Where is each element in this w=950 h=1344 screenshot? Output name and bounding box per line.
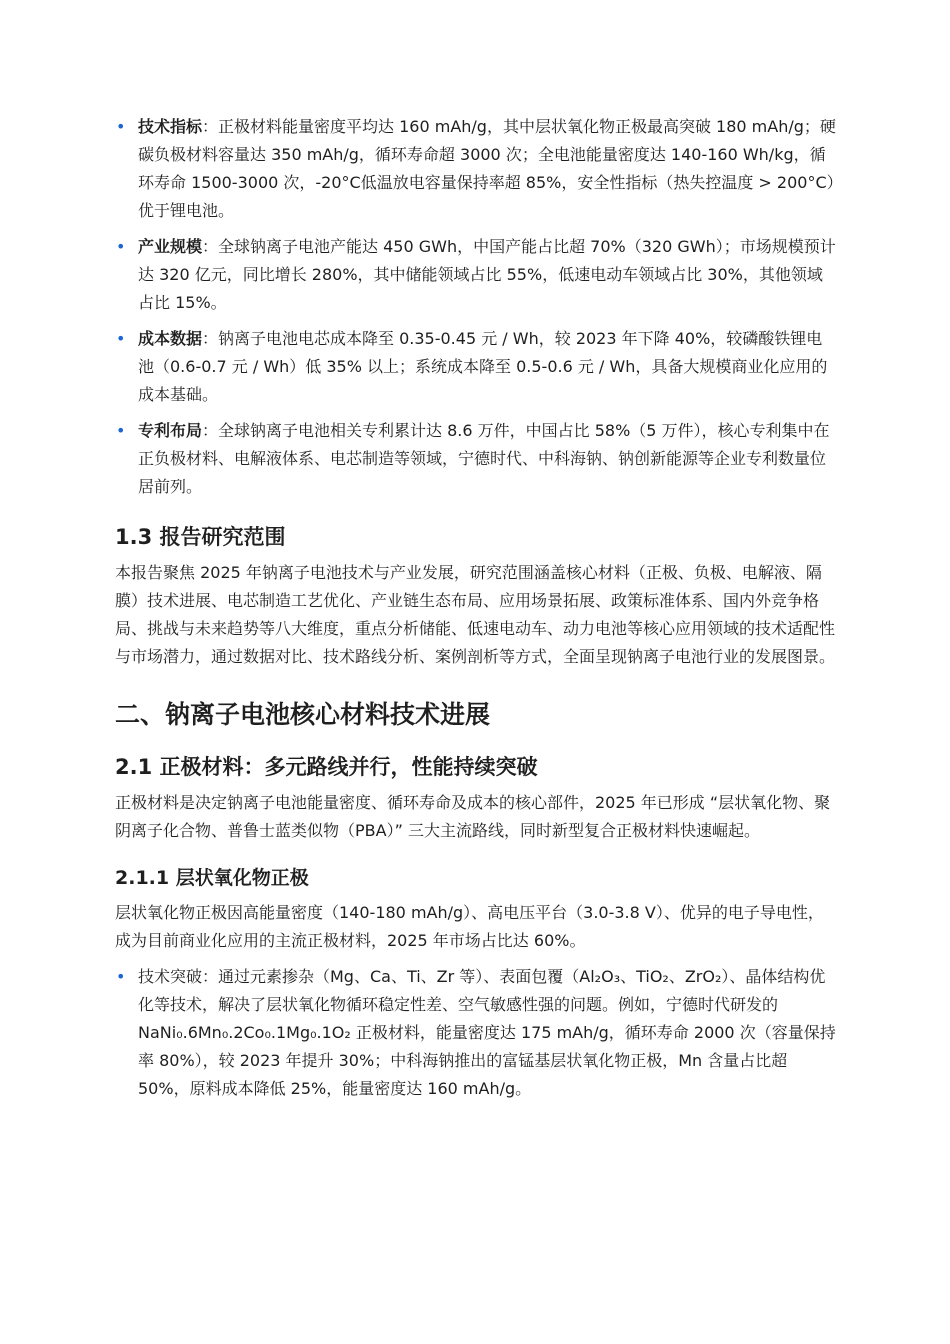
- section-heading-2-1: 2.1 正极材料：多元路线并行，性能持续突破: [115, 755, 538, 779]
- bullet-icon: •: [116, 329, 126, 348]
- list-item: [115, 417, 837, 501]
- list-item: [115, 963, 837, 1103]
- section-1-3-paragraph: 本报告聚焦 2025 年钠离子电池技术与产业发展，研究范围涵盖核心材料（正极、负极、电解液、隔膜）技术进展、电芯制造工艺优化、产业链生态布局、应用场景拓展、政策标准体系、国内外竞争格局、挑战与未来趋势等八大维度，重点分析储能、低速电动车、动力电池等核心应用领域的技术适配性与市场潜力，通过数据对比、技术路线分析、案例剖析等方式，全面呈现钠离子电池行业的发展图景。: [115, 563, 836, 666]
- section-heading-1-3: 1.3 报告研究范围: [115, 525, 286, 549]
- page-content: [115, 113, 837, 1111]
- list-item-term: 专利布局: [138, 421, 203, 440]
- list-item-term: 产业规模: [138, 237, 203, 256]
- list-item: [115, 233, 837, 317]
- list-item-term: 技术指标: [138, 117, 203, 136]
- list-item-text: 技术突破：通过元素掺杂（Mg、Ca、Ti、Zr 等）、表面包覆（Al₂O₃、TiO₂、ZrO₂）、晶体结构优化等技术，解决了层状氧化物循环稳定性差、空气敏感性强的问题。例如，宁德时代研发的 NaNi₀.6Mn₀.2Co₀.1Mg₀.1O₂ 正极材料，能量密度达 175 mAh/g，循环寿命 2000 次（容量保持率 80%），较 2023 年提升 30%；中科海钠推出的富锰基层状氧化物正极，Mn 含量占比超 50%，原料成本降低 25%，能量密度达 160 mAh/g。: [138, 967, 836, 1098]
- key-metrics-list: [115, 113, 837, 501]
- tech-breakthrough-list: [115, 963, 837, 1103]
- bullet-icon: •: [116, 117, 126, 136]
- list-item-text: ：钠离子电池电芯成本降至 0.35-0.45 元 / Wh，较 2023 年下降 40%，较磷酸铁锂电池（0.6-0.7 元 / Wh）低 35% 以上；系统成本降至 0.5-0.6 元 / Wh，具备大规模商业化应用的成本基础。: [138, 329, 828, 404]
- list-item: [115, 113, 837, 225]
- bullet-icon: •: [116, 421, 126, 440]
- list-item: [115, 325, 837, 409]
- bullet-icon: •: [116, 967, 126, 986]
- chapter-heading-2: 二、钠离子电池核心材料技术进展: [115, 700, 491, 729]
- section-2-1-paragraph: 正极材料是决定钠离子电池能量密度、循环寿命及成本的核心部件，2025 年已形成 “层状氧化物、聚阴离子化合物、普鲁士蓝类似物（PBA）” 三大主流路线，同时新型复合正极材料快速崛起。: [115, 793, 831, 840]
- list-item-text: ：正极材料能量密度平均达 160 mAh/g，其中层状氧化物正极最高突破 180 mAh/g；硬碳负极材料容量达 350 mAh/g，循环寿命超 3000 次；全电池能量密度达 140-160 Wh/kg，循环寿命 1500-3000 次，-20°C低温放电容量保持率超 85%，安全性指标（热失控温度 > 200°C）优于锂电池。: [138, 117, 836, 220]
- section-heading-2-1-1: 2.1.1 层状氧化物正极: [115, 867, 309, 889]
- bullet-icon: •: [116, 237, 126, 256]
- list-item-term: 成本数据: [138, 329, 203, 348]
- list-item-text: ：全球钠离子电池相关专利累计达 8.6 万件，中国占比 58%（5 万件），核心专利集中在正负极材料、电解液体系、电芯制造等领域，宁德时代、中科海钠、钠创新能源等企业专利数量位居前列。: [138, 421, 830, 496]
- list-item-text: ：全球钠离子电池产能达 450 GWh，中国产能占比超 70%（320 GWh）；市场规模预计达 320 亿元，同比增长 280%，其中储能领域占比 55%，低速电动车领域占比 30%，其他领域占比 15%。: [138, 237, 836, 312]
- section-2-1-1-paragraph: 层状氧化物正极因高能量密度（140-180 mAh/g）、高电压平台（3.0-3.8 V）、优异的电子导电性，成为目前商业化应用的主流正极材料，2025 年市场占比达 60%。: [115, 903, 824, 950]
